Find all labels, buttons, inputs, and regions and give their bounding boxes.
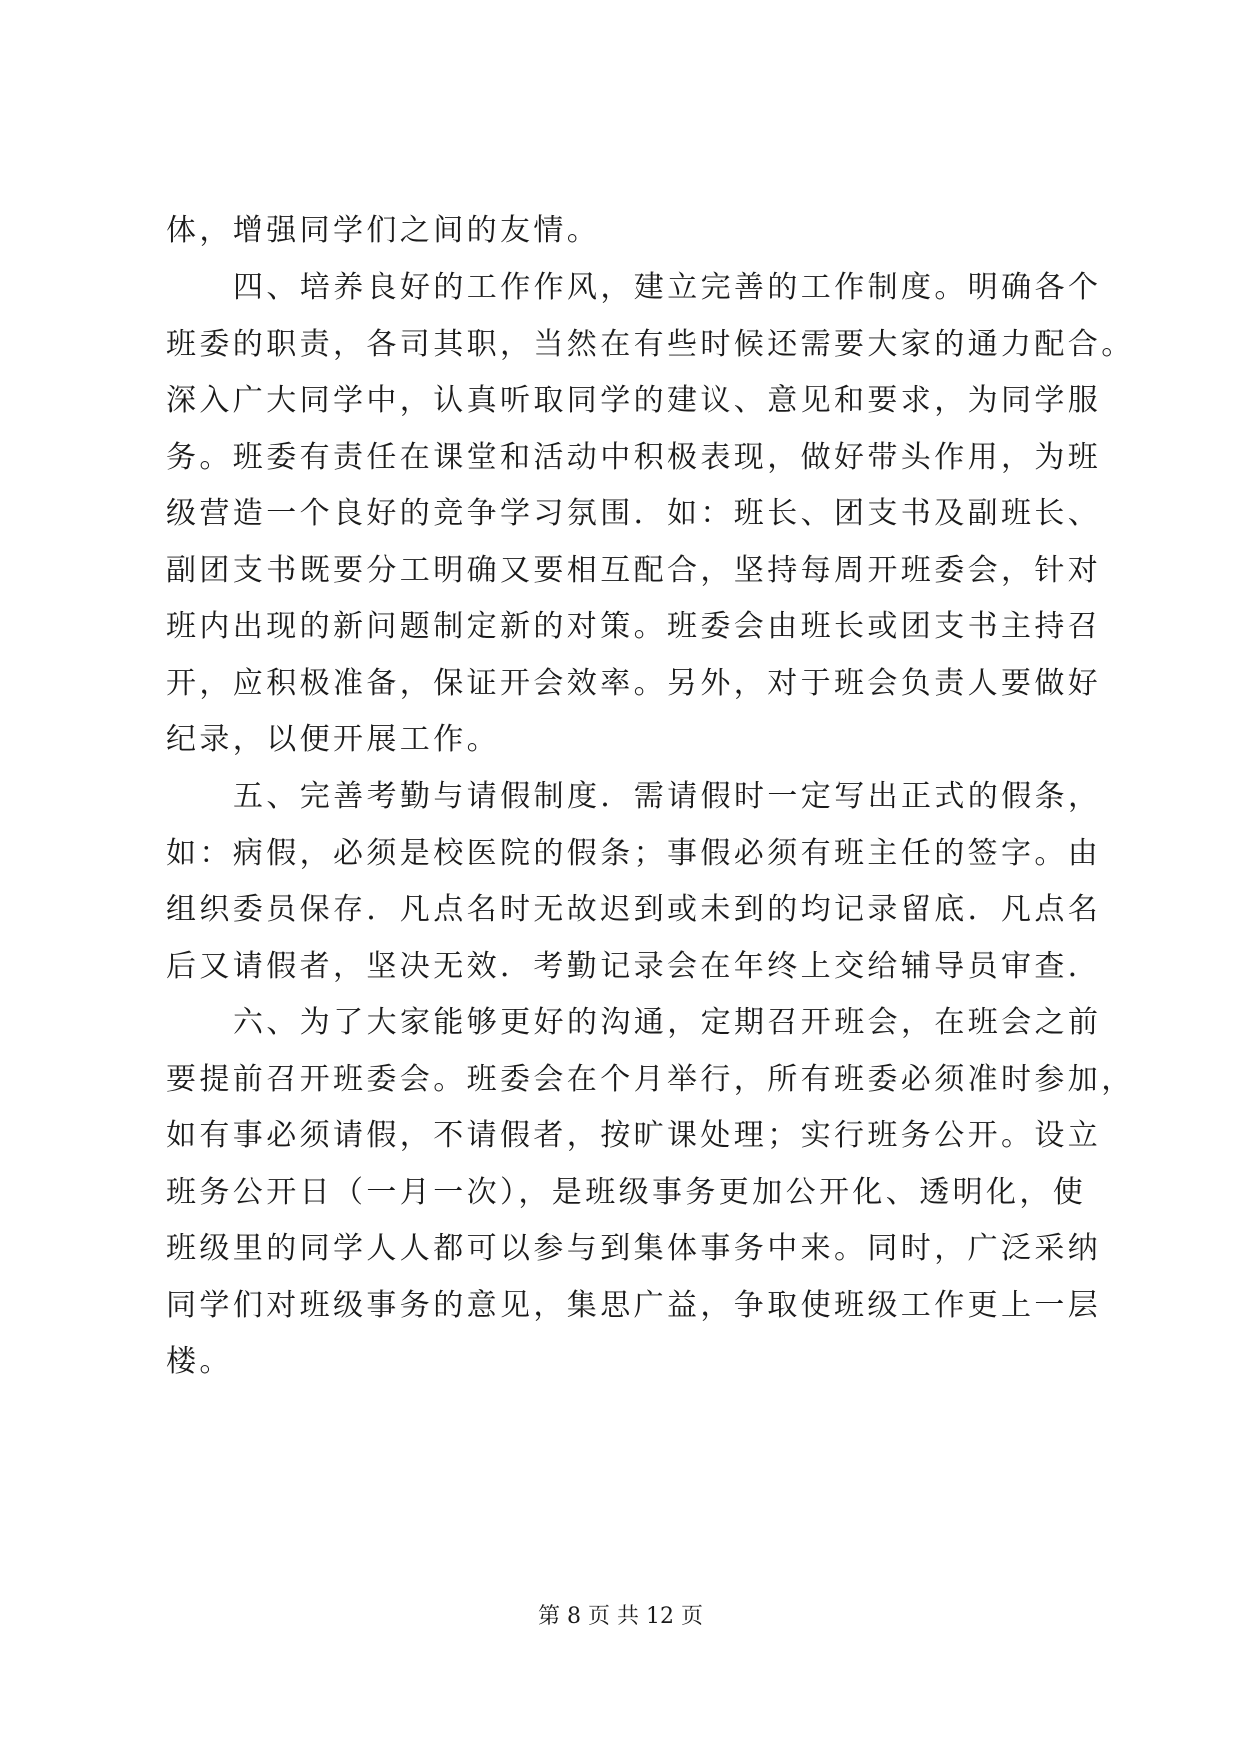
paragraph-line: 班级里的同学人人都可以参与到集体事务中来。同时，广泛采纳 (166, 1231, 1102, 1266)
paragraph-line: 纪录，以便开展工作。 (166, 722, 500, 757)
paragraph-line: 五、完善考勤与请假制度．需请假时一定写出正式的假条， (233, 779, 1102, 814)
paragraph-line: 组织委员保存．凡点名时无故迟到或未到的均记录留底．凡点名 (166, 892, 1102, 927)
paragraph-line: 同学们对班级事务的意见，集思广益，争取使班级工作更上一层 (166, 1288, 1102, 1323)
paragraph-line: 班务公开日（一月一次），是班级事务更加公开化、透明化，使 (166, 1175, 1087, 1210)
paragraph-line: 后又请假者，坚决无效．考勤记录会在年终上交给辅导员审查． (166, 949, 1102, 984)
paragraph-line: 副团支书既要分工明确又要相互配合，坚持每周开班委会，针对 (166, 553, 1102, 588)
paragraph-line: 如：病假，必须是校医院的假条；事假必须有班主任的签字。由 (166, 836, 1102, 871)
paragraph-line: 要提前召开班委会。班委会在个月举行，所有班委必须准时参加， (166, 1062, 1135, 1097)
paragraph-line: 体，增强同学们之间的友情。 (166, 213, 601, 248)
paragraph-line: 六、为了大家能够更好的沟通，定期召开班会，在班会之前 (233, 1005, 1102, 1040)
page-number-footer: 第 8 页 共 12 页 (538, 1604, 703, 1629)
paragraph-line: 级营造一个良好的竞争学习氛围．如：班长、团支书及副班长、 (166, 496, 1102, 531)
paragraph-line: 班内出现的新问题制定新的对策。班委会由班长或团支书主持召 (166, 609, 1102, 644)
paragraph-line: 班委的职责，各司其职，当然在有些时候还需要大家的通力配合。 (166, 327, 1135, 362)
paragraph-line: 务。班委有责任在课堂和活动中积极表现，做好带头作用，为班 (166, 440, 1102, 475)
paragraph-line: 四、培养良好的工作作风，建立完善的工作制度。明确各个 (233, 270, 1102, 305)
paragraph-line: 深入广大同学中，认真听取同学的建议、意见和要求，为同学服 (166, 383, 1102, 418)
paragraph-line: 楼。 (166, 1344, 233, 1379)
paragraph-line: 如有事必须请假，不请假者，按旷课处理；实行班务公开。设立 (166, 1118, 1102, 1153)
paragraph-line: 开，应积极准备，保证开会效率。另外，对于班会负责人要做好 (166, 666, 1102, 701)
